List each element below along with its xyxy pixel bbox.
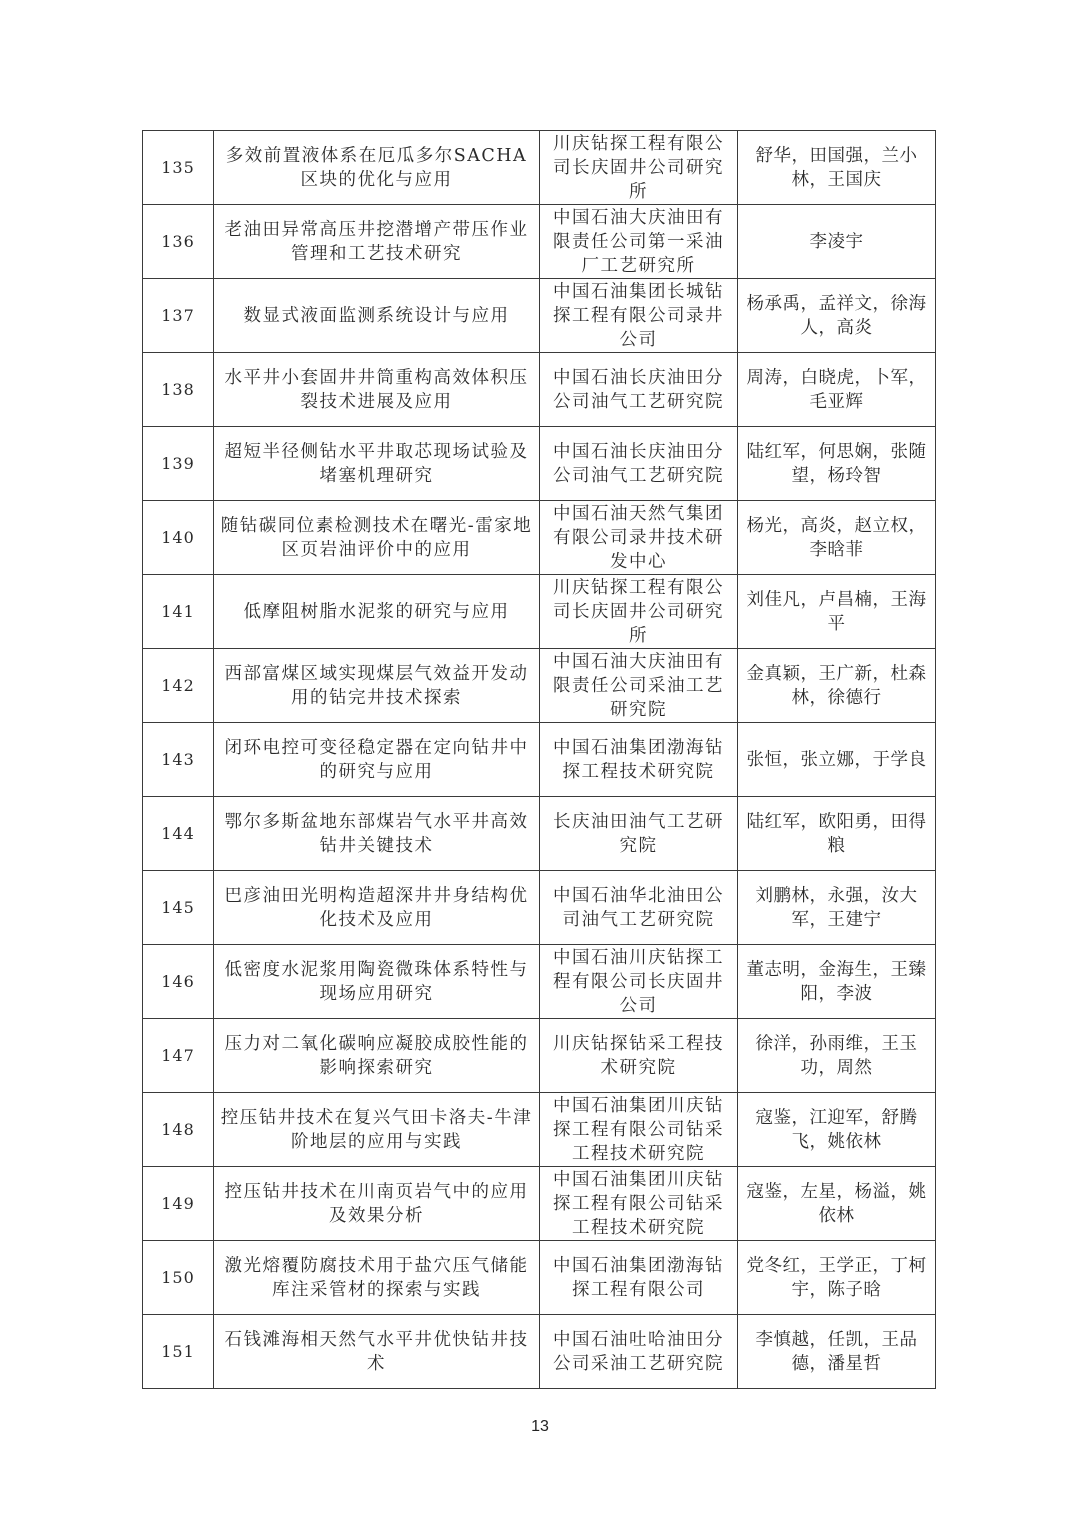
table-row bbox=[143, 279, 936, 353]
organization: 长庆油田油气工艺研究院 bbox=[540, 797, 738, 871]
row-number: 140 bbox=[143, 501, 214, 575]
organization: 中国石油集团川庆钻探工程有限公司钻采工程技术研究院 bbox=[540, 1167, 738, 1241]
authors: 徐洋，孙雨维，王玉功，周然 bbox=[738, 1019, 936, 1093]
organization: 中国石油华北油田公司油气工艺研究院 bbox=[540, 871, 738, 945]
table-row bbox=[143, 1241, 936, 1315]
project-title: 鄂尔多斯盆地东部煤岩气水平井高效钻井关键技术 bbox=[214, 797, 540, 871]
row-number: 141 bbox=[143, 575, 214, 649]
organization: 川庆钻探工程有限公司长庆固井公司研究所 bbox=[540, 131, 738, 205]
project-title: 数显式液面监测系统设计与应用 bbox=[214, 279, 540, 353]
authors: 李凌宇 bbox=[738, 205, 936, 279]
project-title: 压力对二氧化碳响应凝胶成胶性能的影响探索研究 bbox=[214, 1019, 540, 1093]
project-title: 闭环电控可变径稳定器在定向钻井中的研究与应用 bbox=[214, 723, 540, 797]
table-row bbox=[143, 649, 936, 723]
authors: 周涛，白晓虎，卜军，毛亚辉 bbox=[738, 353, 936, 427]
page-number: 13 bbox=[531, 1418, 549, 1435]
project-title: 超短半径侧钻水平井取芯现场试验及堵塞机理研究 bbox=[214, 427, 540, 501]
authors: 杨承禹，孟祥文，徐海人，高炎 bbox=[738, 279, 936, 353]
row-number: 143 bbox=[143, 723, 214, 797]
row-number: 148 bbox=[143, 1093, 214, 1167]
row-number: 138 bbox=[143, 353, 214, 427]
table-row bbox=[143, 723, 936, 797]
project-title: 西部富煤区域实现煤层气效益开发动用的钻完井技术探索 bbox=[214, 649, 540, 723]
table-row bbox=[143, 131, 936, 205]
table-row bbox=[143, 575, 936, 649]
authors: 党冬红，王学正，丁柯宇，陈子晗 bbox=[738, 1241, 936, 1315]
project-title: 老油田异常高压井挖潜增产带压作业管理和工艺技术研究 bbox=[214, 205, 540, 279]
table-row bbox=[143, 1167, 936, 1241]
organization: 中国石油川庆钻探工程有限公司长庆固井公司 bbox=[540, 945, 738, 1019]
table-row bbox=[143, 205, 936, 279]
authors: 金真颖，王广新，杜森林，徐德行 bbox=[738, 649, 936, 723]
project-title: 控压钻井技术在复兴气田卡洛夫-牛津阶地层的应用与实践 bbox=[214, 1093, 540, 1167]
table-row bbox=[143, 353, 936, 427]
organization: 中国石油长庆油田分公司油气工艺研究院 bbox=[540, 427, 738, 501]
table-row bbox=[143, 501, 936, 575]
organization: 中国石油集团川庆钻探工程有限公司钻采工程技术研究院 bbox=[540, 1093, 738, 1167]
row-number: 137 bbox=[143, 279, 214, 353]
table-row bbox=[143, 1315, 936, 1389]
project-title: 水平井小套固井井筒重构高效体积压裂技术进展及应用 bbox=[214, 353, 540, 427]
row-number: 151 bbox=[143, 1315, 214, 1389]
project-title: 随钻碳同位素检测技术在曙光-雷家地区页岩油评价中的应用 bbox=[214, 501, 540, 575]
row-number: 147 bbox=[143, 1019, 214, 1093]
authors: 刘鹏林，永强，汝大军，王建宁 bbox=[738, 871, 936, 945]
organization: 川庆钻探工程有限公司长庆固井公司研究所 bbox=[540, 575, 738, 649]
row-number: 136 bbox=[143, 205, 214, 279]
organization: 中国石油天然气集团有限公司录井技术研发中心 bbox=[540, 501, 738, 575]
authors: 寇鉴，江迎军，舒腾飞，姚依林 bbox=[738, 1093, 936, 1167]
table-row bbox=[143, 871, 936, 945]
organization: 中国石油大庆油田有限责任公司采油工艺研究院 bbox=[540, 649, 738, 723]
row-number: 139 bbox=[143, 427, 214, 501]
row-number: 149 bbox=[143, 1167, 214, 1241]
project-title: 多效前置液体系在厄瓜多尔SACHA区块的优化与应用 bbox=[214, 131, 540, 205]
table-row bbox=[143, 427, 936, 501]
authors: 寇鉴，左星，杨溢，姚依林 bbox=[738, 1167, 936, 1241]
organization: 中国石油集团渤海钻探工程有限公司 bbox=[540, 1241, 738, 1315]
authors: 舒华，田国强，兰小林，王国庆 bbox=[738, 131, 936, 205]
project-title: 低密度水泥浆用陶瓷微珠体系特性与现场应用研究 bbox=[214, 945, 540, 1019]
awards-table bbox=[142, 130, 936, 1389]
authors: 张恒，张立娜，于学良 bbox=[738, 723, 936, 797]
row-number: 146 bbox=[143, 945, 214, 1019]
project-title: 低摩阻树脂水泥浆的研究与应用 bbox=[214, 575, 540, 649]
project-title: 激光熔覆防腐技术用于盐穴压气储能库注采管材的探索与实践 bbox=[214, 1241, 540, 1315]
authors: 董志明，金海生，王臻阳，李波 bbox=[738, 945, 936, 1019]
organization: 中国石油大庆油田有限责任公司第一采油厂工艺研究所 bbox=[540, 205, 738, 279]
authors: 陆红军，何思娴，张随望，杨玲智 bbox=[738, 427, 936, 501]
organization: 川庆钻探钻采工程技术研究院 bbox=[540, 1019, 738, 1093]
project-title: 控压钻井技术在川南页岩气中的应用及效果分析 bbox=[214, 1167, 540, 1241]
row-number: 150 bbox=[143, 1241, 214, 1315]
table-row bbox=[143, 945, 936, 1019]
authors: 李慎越，任凯，王品德，潘星哲 bbox=[738, 1315, 936, 1389]
table-row bbox=[143, 1093, 936, 1167]
authors: 陆红军，欧阳勇，田得粮 bbox=[738, 797, 936, 871]
organization: 中国石油长庆油田分公司油气工艺研究院 bbox=[540, 353, 738, 427]
table-row bbox=[143, 797, 936, 871]
table-row bbox=[143, 1019, 936, 1093]
organization: 中国石油集团长城钻探工程有限公司录井公司 bbox=[540, 279, 738, 353]
authors: 杨光，高炎，赵立权，李晗菲 bbox=[738, 501, 936, 575]
row-number: 135 bbox=[143, 131, 214, 205]
authors: 刘佳凡，卢昌楠，王海平 bbox=[738, 575, 936, 649]
organization: 中国石油集团渤海钻探工程技术研究院 bbox=[540, 723, 738, 797]
organization: 中国石油吐哈油田分公司采油工艺研究院 bbox=[540, 1315, 738, 1389]
project-title: 石钱滩海相天然气水平井优快钻井技术 bbox=[214, 1315, 540, 1389]
row-number: 142 bbox=[143, 649, 214, 723]
row-number: 144 bbox=[143, 797, 214, 871]
project-title: 巴彦油田光明构造超深井井身结构优化技术及应用 bbox=[214, 871, 540, 945]
row-number: 145 bbox=[143, 871, 214, 945]
